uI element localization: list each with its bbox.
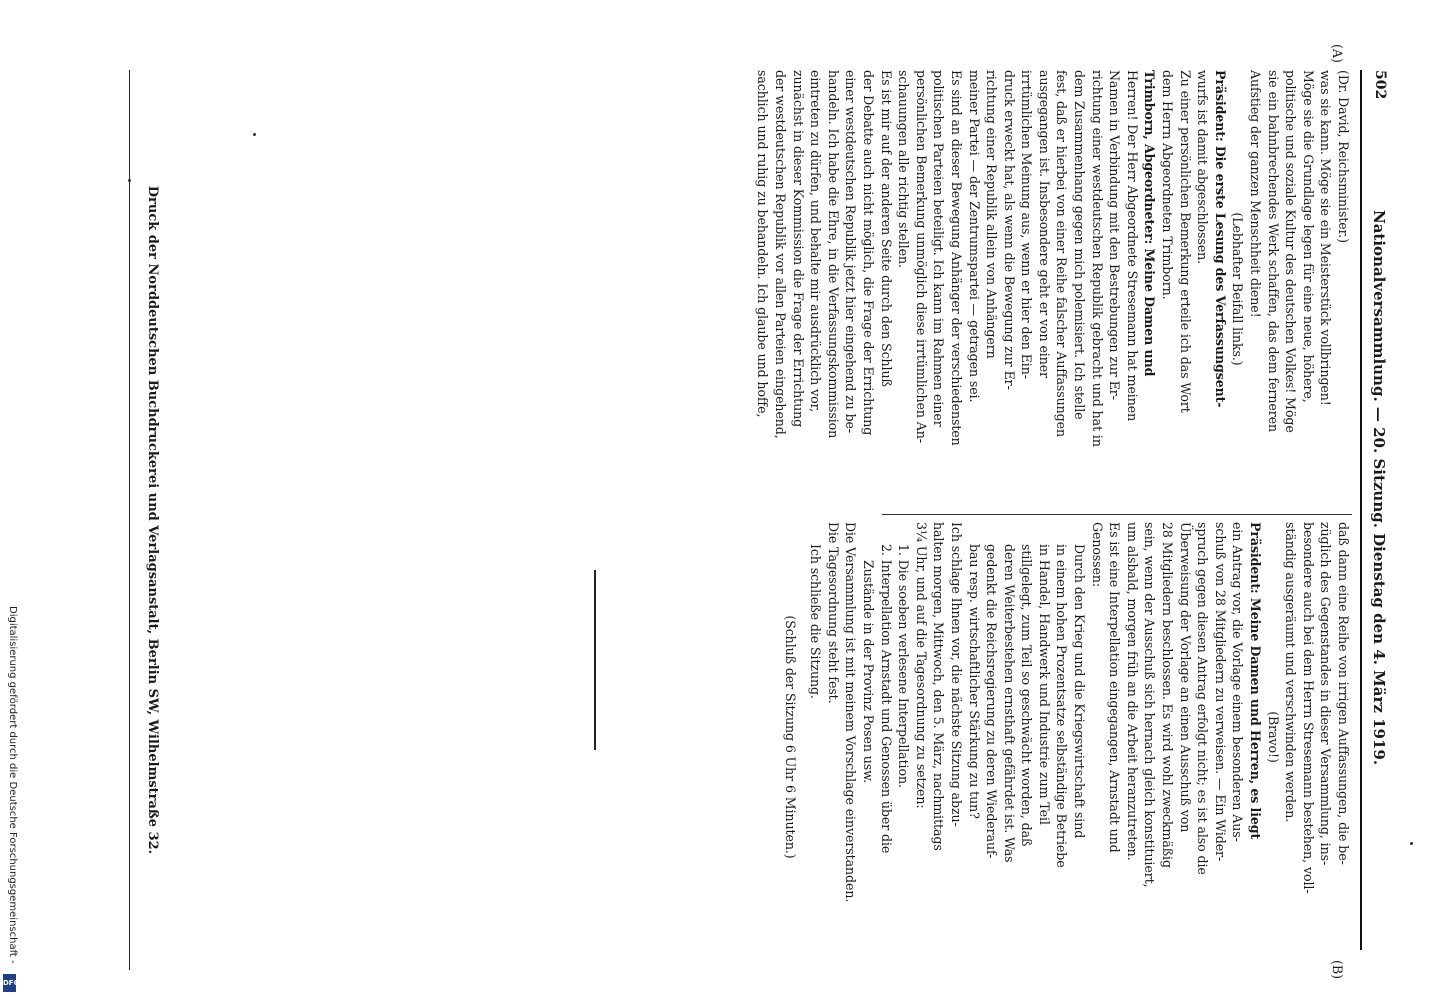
text-line: eintreten zu dürfen, und behalte mir ausdrücklich vor, [808,70,824,413]
text-line: besondere auch bei dem Herrn Stresemann bestehen, voll- [1300,522,1316,894]
text-line: Genossen: [1089,522,1105,588]
scan-speck [1410,842,1413,845]
text-line: was sie kann. Möge sie ein Meisterstück vollbringen! [1318,70,1334,406]
text-line: sie ein bahnbrechendes Werk schaffen, das dem ferneren [1265,70,1281,433]
applause-note: (Bravo!) [1265,711,1281,763]
text-line: Herren! Der Herr Abgeordnete Stresemann hat meinen [1124,70,1140,422]
text-line: Es sind an dieser Bewegung Anhänger der verschiedensten [948,70,964,446]
text-line: richtung einer westdeutschen Republik gebracht und hat in [1089,70,1105,447]
text-line: sein, wenn der Ausschuß sich hernach gleich konstituiert, [1142,522,1158,888]
margin-mark-a: (A) [1330,44,1345,63]
applause-note: (Lebhafter Beifall links.) [1230,212,1246,366]
text-line: spruch gegen diesen Antrag erfolgt nicht; es ist also die [1195,522,1211,875]
text-line: Zu einer persönlichen Bemerkung erteile ich das Wort [1177,70,1193,413]
text-line: halten morgen, Mittwoch, den 5. März, nachmittags [931,522,947,851]
text-line: ständig ausgeräumt und verschwinden werden. [1283,522,1299,823]
text-line: politischen Parteien beteiligt. Ich kann im Rahmen einer [931,70,947,427]
text-line: druck erweckt hat, als wenn die Bewegung zur Er- [1001,70,1017,390]
speaker-line: Präsident: Meine Damen und Herren, es liegt [1248,522,1264,840]
dfg-logo: DFG [3,974,16,992]
imprint-rule [129,70,130,970]
text-line: persönlichen Bemerkung unmöglich diese irrtümlichen An- [913,70,929,443]
page-number: 502 [1372,70,1388,100]
text-line: meiner Partei — der Zentrumspartei — getragen sei. [966,70,982,403]
text-line: Die Tagesordnung steht fest. [825,522,841,704]
column-divider [882,514,1352,515]
section-rule [594,570,596,750]
text-line: zunächst in dieser Kommission die Frage der Errichtung [790,70,806,428]
text-line: um alsbald, morgen früh an die Arbeit heranzutreten. [1124,522,1140,861]
text-line: Es ist eine Interpellation eingegangen, Arnstadt und [1107,522,1123,853]
text-line: ausgegangen ist. Insbesondere geht er von einer [1036,70,1052,379]
text-line: Namen in Verbindung mit den Bestrebungen zur Er- [1107,70,1123,400]
dfg-notice-text: Digitalisierung gefördert durch die Deutsche Forschungsgemeinschaft - [7,606,18,964]
interpellation-line: stillgelegt, zum Teil so geschwächt worden, daß [1019,544,1035,847]
printer-imprint: Druck der Norddeutschen Buchdruckerei und Verlagsanstalt, Berlin SW, Wilhelmstraße 32. [145,185,160,855]
interpellation-line: in einem hohen Prozentsatze selbständige Betriebe [1054,544,1070,868]
agenda-item: Zustände in der Provinz Posen usw. [860,560,876,784]
text-line: irrtümlichen Meinung aus, wenn er hier den Ein- [1019,70,1035,379]
text-line: Es ist mir auf der anderen Seite durch den Schluß [878,70,894,387]
agenda-item: 2. Interpellation Arnstadt und Genossen über die [878,544,894,854]
text-line: fest, daß er hierbei von einer Reihe falscher Auffassungen [1054,70,1070,437]
text-line: (Dr. David, Reichsminister.) [1336,70,1351,243]
text-line: 3¼ Uhr, und auf die Tagesordnung zu setzen: [913,522,929,809]
speaker-line: Trimborn, Abgeordneter: Meine Damen und [1142,70,1158,377]
text-line: züglich des Gegenstandes in dieser Versammlung, ins- [1318,522,1334,866]
right-text-column [781,522,1352,952]
text-line: 28 Mitgliedern beschlossen. Es wird wohl zweckmäßig [1160,522,1176,868]
interpellation-line: in Handel, Handwerk und Industrie zum Teil [1036,544,1052,825]
text-line: der westdeutschen Republik vor allen Parteien eingehend, [773,70,788,439]
page-header-title: Nationalversammlung. — 20. Sitzung. Dienstag den 4. März 1919. [1370,210,1388,766]
text-line: wurfs ist damit abgeschlossen. [1195,70,1211,265]
text-line: Die Versammlung ist mit meinem Vorschlage einverstanden. [843,522,859,903]
text-line: schuß von 28 Mitgliedern zu verweisen. — Ein Wider- [1212,522,1228,862]
text-line: daß dann eine Reihe von irrigen Auffassungen, die be- [1336,522,1351,865]
margin-mark-b: (B) [1330,960,1345,980]
text-line: handeln. Ich habe die Ehre, in die Verfassungskommission [825,70,841,439]
text-line: richtung einer Republik allein von Anhängern [984,70,1000,359]
text-line: Ich schließe die Sitzung. [808,544,824,699]
text-line: Aufstieg der ganzen Menschheit diene! [1248,70,1264,318]
text-line: politische und soziale Kultur des deutschen Volkes! Möge [1283,70,1299,433]
header-rule [1360,70,1362,950]
dfg-notice [2,606,18,992]
text-line: ein Antrag vor, die Vorlage einem besonderen Aus- [1230,522,1246,842]
text-line: dem Herrn Abgeordneten Trimborn. [1160,70,1176,300]
agenda-item: 1. Die soeben verlesene Interpellation. [896,544,912,788]
scan-speck [128,179,131,182]
session-end-note: (Schluß der Sitzung 6 Uhr 6 Minuten.) [782,615,798,859]
text-line: einer westdeutschen Republik jetzt hier eingehend zu be- [843,70,859,434]
scan-speck [253,133,256,136]
text-line: Ich schlage Ihnen vor, die nächste Sitzung abzu- [948,522,964,827]
interpellation-line: deren Weiterbestehen ernsthaft gefährdet ist. Was [1001,544,1017,863]
text-line: sachlich und ruhig zu behandeln. Ich glaube und hoffe, [755,70,771,418]
speaker-line: Präsident: Die erste Lesung des Verfassungsent- [1212,70,1228,408]
interpellation-line: bau resp. wirtschaftlicher Stärkung zu tun? [966,544,982,819]
interpellation-line: Durch den Krieg und die Kriegswirtschaft sind [1072,544,1088,839]
text-line: der Debatte auch nicht möglich, die Frage der Errichtung [860,70,876,436]
text-line: schauungen alle richtig stellen. [896,70,912,268]
text-line: Möge sie die Grundlage legen für eine neue, höhere, [1300,70,1316,403]
text-line: dem Zusammenhang gegen mich polemisiert. Ich stelle [1072,70,1088,420]
left-text-column [754,70,1352,508]
text-line: Überweisung der Vorlage an einen Ausschuß von [1177,522,1193,833]
interpellation-line: gedenkt die Reichsregierung zu deren Wiederauf- [984,544,1000,859]
document-page [112,30,1392,990]
